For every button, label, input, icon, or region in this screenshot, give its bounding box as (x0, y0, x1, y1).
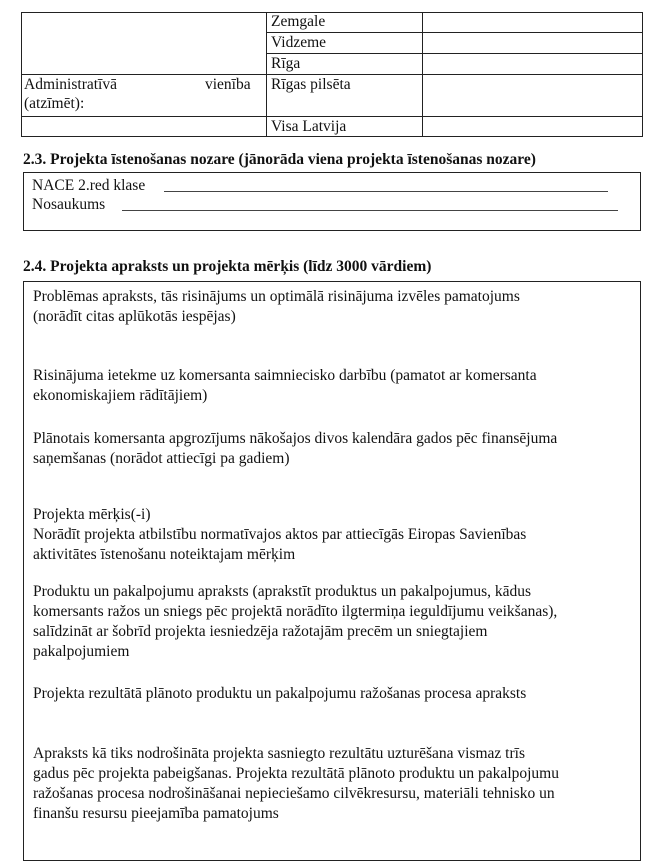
select-cell-vidzeme[interactable] (423, 33, 642, 53)
paragraph-line: ekonomiskajiem rādītājiem) (33, 387, 208, 404)
paragraph-line: Risinājuma ietekme uz komersanta saimniecisko darbību (pamatot ar komersanta (33, 367, 537, 384)
paragraph-line: Produktu un pakalpojumu apraksts (aprakstīt produktus un pakalpojumus, kādus (33, 583, 532, 600)
paragraph-problem (33, 287, 629, 327)
paragraph-production-process (33, 684, 629, 704)
paragraph-line: salīdzināt ar šobrīd projekta iesniedzēja ražotajām precēm un sniegtajiem (33, 623, 488, 640)
nace-class-field[interactable] (164, 191, 608, 192)
paragraph-line: saņemšanas (norādot attiecīgi pa gadiem) (33, 450, 290, 467)
paragraph-line: aktivitātes īstenošanu noteiktajam mērķim (33, 546, 296, 563)
paragraph-line: Plānotais komersanta apgrozījums nākošajos divos kalendāra gados pēc finansējuma (33, 430, 558, 447)
region-cell-visa-latvija: Visa Latvija (271, 118, 347, 135)
paragraph-line: (norādīt citas aplūkotās iespējas) (33, 308, 236, 325)
region-cell-rigas-pilseta: Rīgas pilsēta (271, 76, 351, 93)
paragraph-line: Apraksts kā tiks nodrošināta projekta sasniegto rezultātu uzturēšana vismaz trīs (33, 745, 525, 762)
select-cell-visa-latvija[interactable] (423, 117, 642, 136)
paragraph-line: gadus pēc projekta pabeigšanas. Projekta rezultātā plānoto produktu un pakalpojumu (33, 765, 559, 782)
paragraph-products (33, 582, 629, 662)
select-cell-rigas-pilseta[interactable] (423, 75, 642, 116)
paragraph-line: Problēmas apraksts, tās risinājums un optimālā risinājuma izvēles pamatojums (33, 288, 520, 305)
region-table (21, 12, 643, 137)
paragraph-line: Projekta rezultātā plānoto produktu un pakalpojumu ražošanas procesa apraksts (33, 685, 527, 702)
admin-unit-label-line2: (atzīmēt): (24, 95, 85, 112)
admin-unit-label-word1: Administratīvā (24, 76, 117, 93)
nace-name-label: Nosaukums (32, 196, 106, 213)
nace-name-field[interactable] (122, 210, 618, 211)
description-box[interactable] (23, 281, 641, 861)
paragraph-turnover (33, 429, 629, 469)
nace-class-label: NACE 2.red klase (32, 177, 146, 194)
paragraph-line: Projekta mērķis(-i) (33, 506, 151, 523)
paragraph-impact (33, 366, 629, 406)
paragraph-goals (33, 505, 629, 565)
paragraph-line: pakalpojumiem (33, 643, 130, 660)
section-2-4-heading: 2.4. Projekta apraksts un projekta mērķis (līdz 3000 vārdiem) (23, 258, 432, 275)
paragraph-line: ražošanas procesa nodrošināšanai nepieciešamo cilvēkresursu, materiāli tehnisko un (33, 785, 555, 802)
paragraph-line: finanšu resursu pieejamība pamatojums (33, 805, 279, 822)
nace-box (23, 172, 641, 231)
region-cell-zemgale: Zemgale (271, 13, 326, 30)
select-cell-zemgale[interactable] (423, 13, 642, 32)
paragraph-line: komersants ražos un sniegs pēc projektā norādīto ilgtermiņa ieguldījumu veikšanas), (33, 603, 558, 620)
paragraph-line: Norādīt projekta atbilstību normatīvajos aktos par attiecīgās Eiropas Savienības (33, 526, 527, 543)
admin-unit-label-word2: vienība (205, 76, 251, 93)
section-2-3-heading: 2.3. Projekta īstenošanas nozare (jānorāda viena projekta īstenošanas nozare) (23, 151, 536, 168)
paragraph-sustainability (33, 744, 629, 824)
region-cell-vidzeme: Vidzeme (271, 34, 327, 51)
select-cell-riga[interactable] (423, 54, 642, 74)
region-cell-riga: Rīga (271, 55, 301, 72)
